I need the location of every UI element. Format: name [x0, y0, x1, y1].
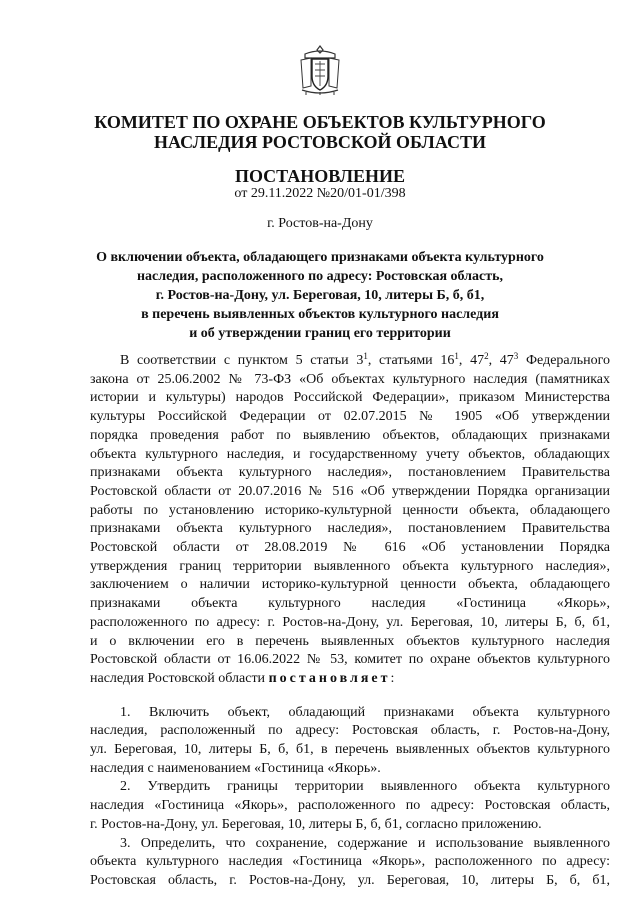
- text-line: закона от 25.06.2002 № 73-ФЗ «Об объектах культурного наследия (памятниках: [90, 371, 610, 387]
- preamble-paragraph: [90, 352, 610, 689]
- text-line: Ростовская область, г. Ростов-на-Дону, ул. Береговая, 10, литеры Б, б, б1,: [90, 872, 610, 888]
- committee-name: [0, 112, 640, 152]
- text-line: Ростовской области от 28.08.2019 № 616 «Об установлении Порядка: [90, 540, 610, 556]
- text-line: признаками объекта культурного наследия «Гостиница «Якорь»,: [90, 596, 610, 612]
- text-line: и о включении его в перечень выявленных объектов культурного наследия: [90, 633, 610, 649]
- decree-verb: постановляет: [268, 670, 391, 686]
- text-line: 1. Включить объект, обладающий признаками объекта культурного: [120, 704, 610, 720]
- document-city: г. Ростов-на-Дону: [267, 216, 373, 231]
- emblem: [0, 44, 640, 101]
- text-line: работы по установлению историко-культурной ценности объекта, обладающего: [90, 502, 610, 518]
- document-subject: [0, 248, 640, 343]
- subject-line: О включении объекта, обладающего признаками объекта культурного: [96, 250, 544, 265]
- decree-item-3: [90, 835, 610, 891]
- document-body: [90, 352, 610, 891]
- text-line: объекта культурного наследия, и государственному учету объектов, обладающих: [90, 446, 610, 462]
- coat-of-arms-icon: [297, 44, 343, 96]
- text-line: наследия, расположенный по адресу: Ростовская область, г. Ростов-на-Дону,: [90, 723, 610, 739]
- text-line: признаками объекта культурного наследия», постановлением Правительства: [90, 465, 610, 481]
- document-type: ПОСТАНОВЛЕНИЕ: [234, 166, 406, 186]
- text-line: В соответствии с пунктом 5 статьи $3^1$, статьями $16^1$, $47^2$, $47^3$ Федерального: [120, 351, 610, 368]
- decree-item-1: [90, 704, 610, 779]
- subject-line: и об утверждении границ его территории: [189, 326, 451, 341]
- decree-item-2: [90, 778, 610, 834]
- committee-name-line: НАСЛЕДИЯ РОСТОВСКОЙ ОБЛАСТИ: [154, 132, 486, 152]
- document-date-number: от 29.11.2022 №20/01-01/398: [234, 186, 406, 201]
- text-line: заключением о наличии историко-культурной ценности объекта, обладающего: [90, 577, 610, 593]
- text-line: 2. Утвердить границы территории выявленного объекта культурного: [120, 779, 610, 795]
- text-line: ул. Береговая, 10, литеры Б, б, б1, в перечень выявленных объектов культурного: [90, 742, 610, 758]
- text-line: объекта культурного наследия «Гостиница «Якорь», расположенного по адресу:: [90, 854, 610, 870]
- text-line: культуры Российской Федерации от 02.07.2015 № 1905 «Об утверждении: [90, 409, 610, 425]
- text-line: наследия «Гостиница «Якорь», расположенного по адресу: Ростовская область,: [90, 798, 610, 814]
- text-line: утверждения границ территории выявленного объекта культурного наследия»,: [90, 558, 610, 574]
- text-line: г. Ростов-на-Дону, ул. Береговая, 10, литеры Б, б, б1, согласно приложению.: [90, 816, 542, 832]
- committee-name-line: КОМИТЕТ ПО ОХРАНЕ ОБЪЕКТОВ КУЛЬТУРНОГО: [94, 112, 546, 132]
- text-line: порядка проведения работ по выявлению объектов, обладающих признаками: [90, 427, 610, 443]
- text-line: признаками объекта культурного наследия», постановлением Правительства: [90, 521, 610, 537]
- text-line: 3. Определить, что сохранение, содержание и использование выявленного: [120, 835, 610, 851]
- subject-line: наследия, расположенного по адресу: Ростовская область,: [136, 269, 504, 284]
- text-line: расположенного по адресу: г. Ростов-на-Дону, ул. Береговая, 10, литеры Б, б, б1,: [90, 614, 610, 630]
- text-line: Ростовской области от 20.07.2016 № 516 «Об утверждении Порядка организации: [90, 483, 610, 499]
- text-line: истории и культуры) народов Российской Федерации», приказом Министерства: [90, 390, 610, 406]
- subject-line: в перечень выявленных объектов культурного наследия: [141, 307, 499, 322]
- text-line: наследия с наименованием «Гостиница «Якорь».: [90, 760, 381, 776]
- subject-line: г. Ростов-на-Дону, ул. Береговая, 10, литеры Б, б, б1,: [155, 288, 485, 303]
- text-line: Ростовской области от 16.06.2022 № 53, комитет по охране объектов культурного: [90, 652, 610, 668]
- text-line: наследия Ростовской области постановляет:: [90, 670, 395, 686]
